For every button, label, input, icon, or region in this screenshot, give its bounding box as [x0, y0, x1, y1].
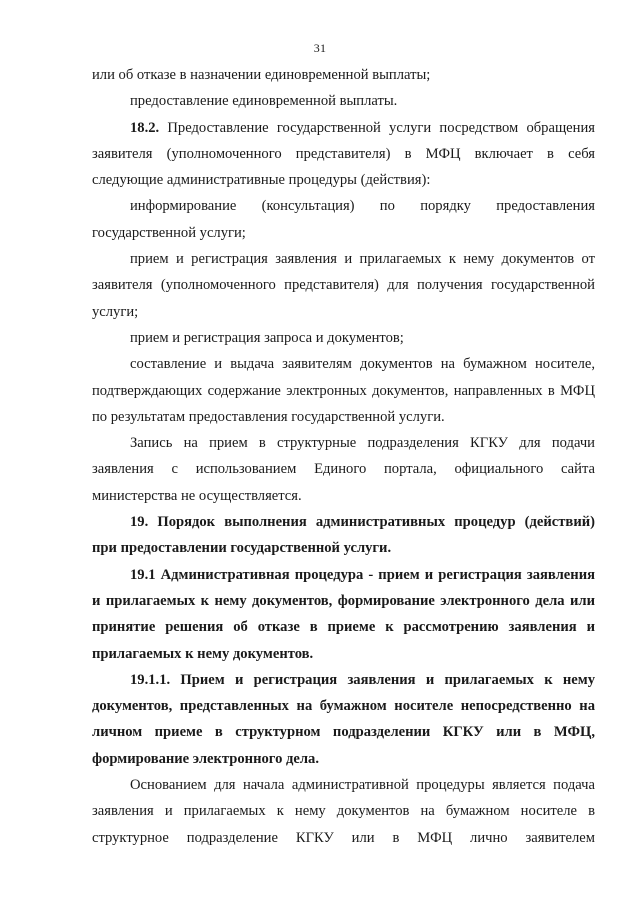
document-body	[92, 62, 595, 851]
paragraph-12: Основанием для начала административной процедуры является подача заявления и прилагаемых к нему документов на бумажном носителе в структурное подразделение КГКУ или в МФЦ лично заявителем	[92, 777, 595, 846]
paragraph-4: информирование (консультация) по порядку предоставления государственной услуги;	[92, 198, 595, 241]
paragraph-1: или об отказе в назначении единовременной выплаты;	[92, 67, 431, 83]
paragraph-3-text: Предоставление государственной услуги посредством обращения заявителя (уполномоченного представителя) в МФЦ включает в себя следующие административные процедуры (действия):	[92, 119, 595, 189]
paragraph-8: Запись на прием в структурные подразделения КГКУ для подачи заявления с использованием Единого портала, официального сайта министерства не осуществляется.	[92, 435, 595, 504]
section-heading-19: 19. Порядок выполнения административных процедур (действий) при предоставлении государственной услуги.	[92, 514, 595, 557]
page-number: 31	[313, 41, 327, 55]
paragraph-5: прием и регистрация заявления и прилагаемых к нему документов от заявителя (уполномоченного представителя) для получения государственной услуги;	[92, 251, 595, 320]
paragraph-7: составление и выдача заявителям документов на бумажном носителе, подтверждающих содержание электронных документов, направленных в МФЦ по результатам предоставления государственной услуги.	[92, 356, 595, 425]
section-heading-19-1-1: 19.1.1. Прием и регистрация заявления и прилагаемых к нему документов, представленных на бумажном носителе непосредственно на личном приеме в структурном подразделении КГКУ или в МФЦ, формирование электронного дела.	[92, 671, 595, 767]
paragraph-6: прием и регистрация запроса и документов;	[130, 329, 404, 346]
paragraph-2: предоставление единовременной выплаты.	[130, 93, 398, 110]
section-number-18-2: 18.2.	[130, 119, 160, 136]
section-heading-19-1: 19.1 Административная процедура - прием и регистрация заявления и прилагаемых к нему документов, формирование электронного дела или принятие решения об отказе в приеме к рассмотрению заявления и прилагаемых к нему документов.	[92, 566, 595, 662]
paragraph-3	[92, 115, 595, 194]
